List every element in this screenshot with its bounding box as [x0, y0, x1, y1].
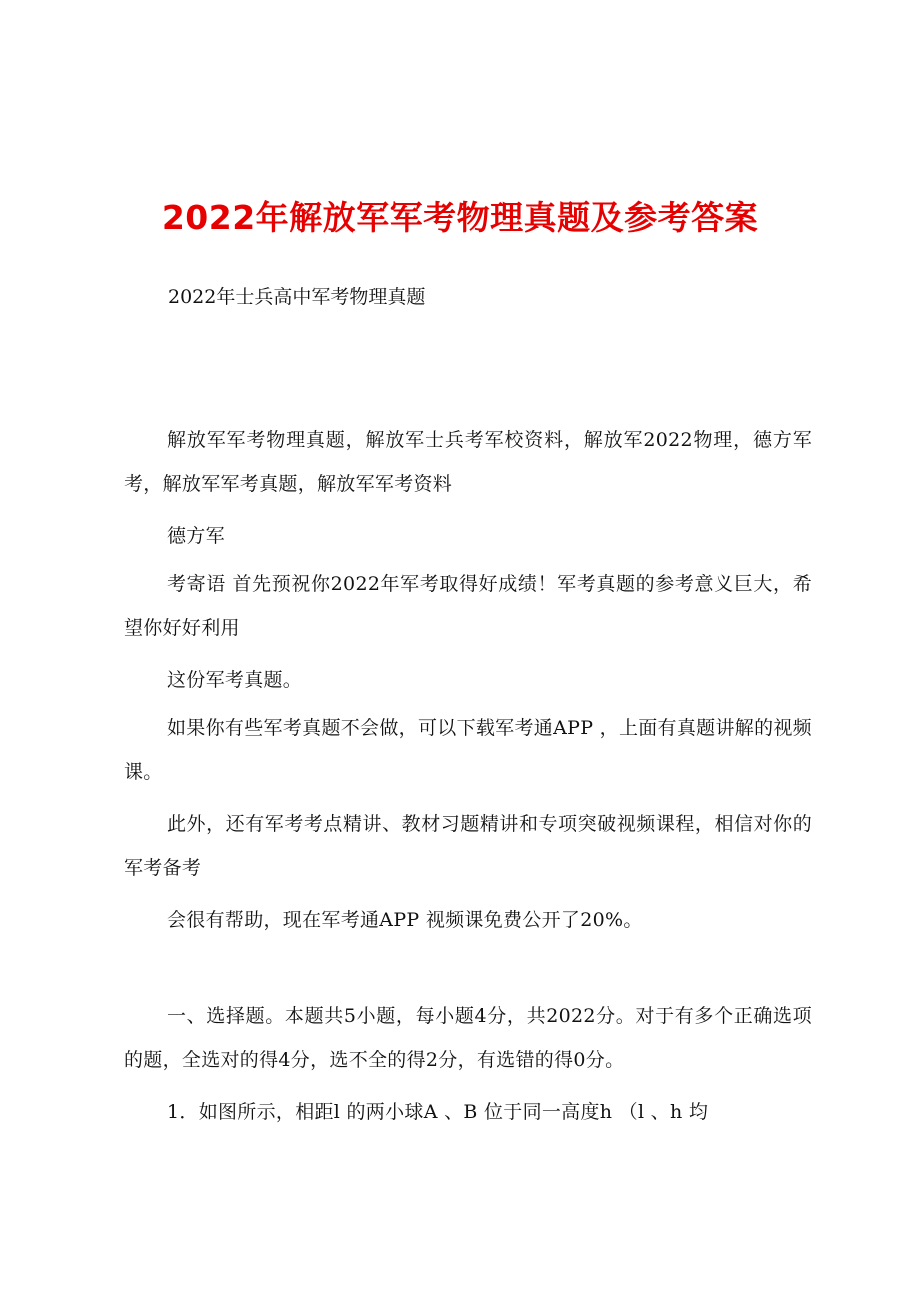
paragraph-keywords: 解放军军考物理真题，解放军士兵考军校资料，解放军2022物理，德方军考，解放军军考真题，解放军军考资料 [124, 429, 812, 495]
question-1: 1．如图所示，相距l 的两小球A 、B 位于同一高度h （l 、h 均 [167, 1101, 709, 1123]
paragraph-usage: 这份军考真题。 [167, 669, 303, 691]
section-heading-multiple-choice: 一、选择题。本题共5小题，每小题4分，共2022分。对于有多个正确选项的题，全选对的得4分，选不全的得2分，有选错的得0分。 [124, 1005, 812, 1071]
paragraph-courses: 此外，还有军考考点精讲、教材习题精讲和专项突破视频课程，相信对你的军考备考 [124, 813, 812, 879]
paragraph-free-videos: 会很有帮助，现在军考通APP 视频课免费公开了20%。 [167, 909, 643, 931]
page-title: 2022年解放军军考物理真题及参考答案 [161, 198, 759, 237]
document-subtitle: 2022年士兵高中军考物理真题 [168, 286, 426, 308]
paragraph-app-download: 如果你有些军考真题不会做，可以下载军考通APP ，上面有真题讲解的视频课。 [124, 717, 812, 783]
paragraph-message: 考寄语 首先预祝你2022年军考取得好成绩！军考真题的参考意义巨大，希望你好好利用 [124, 573, 812, 639]
paragraph-brand: 德方军 [167, 525, 225, 547]
